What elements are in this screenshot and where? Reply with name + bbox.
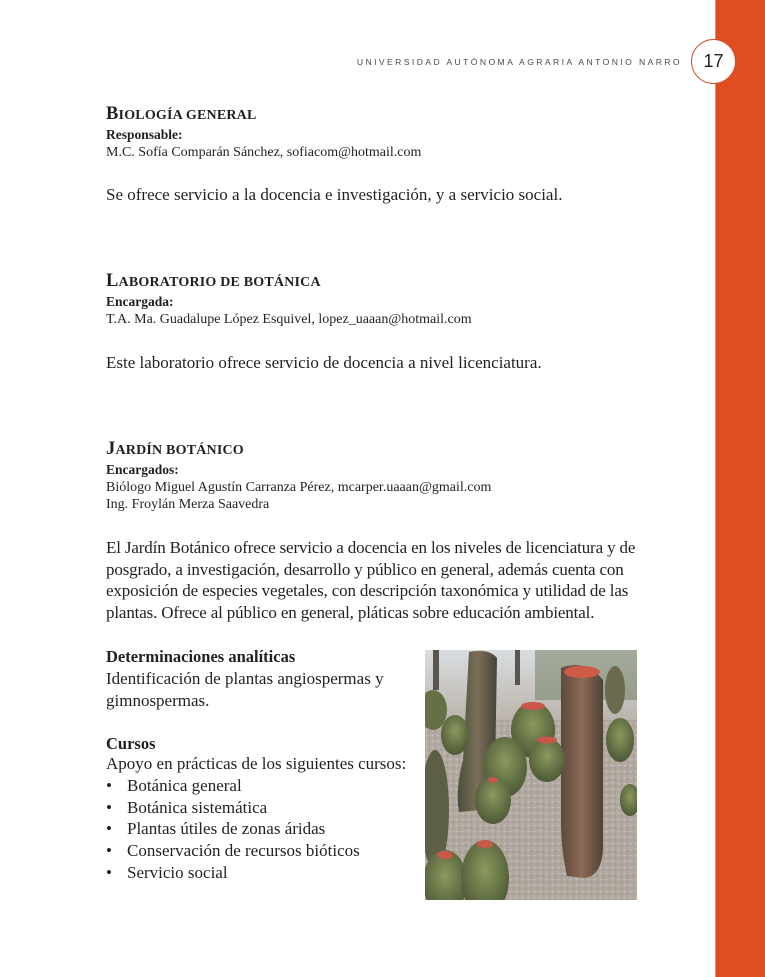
course-label: Plantas útiles de zonas áridas (127, 819, 326, 839)
course-item (106, 775, 360, 797)
section-title-jardin (106, 439, 244, 460)
description-line: exposición de especies vegetales, con descripción taxonómica y utilidad de las (106, 581, 629, 601)
person-contact: M.C. Sofía Comparán Sánchez, sofiacom@hotmail.com (106, 145, 422, 160)
description-line: plantas. Ofrece al público en general, pláticas sobre educación ambiental. (106, 603, 595, 623)
jardin-description (106, 537, 635, 624)
section-description: Se ofrece servicio a la docencia e investigación, y a servicio social. (106, 185, 563, 204)
section-title-biologia (106, 104, 257, 125)
page-number: 17 (703, 51, 724, 71)
determinaciones-heading: Determinaciones analíticas (106, 647, 296, 666)
role-label: Responsable: (106, 127, 183, 142)
course-item (106, 797, 360, 819)
course-item (106, 862, 360, 884)
cursos-intro: Apoyo en prácticas de los siguientes cursos: (106, 754, 407, 773)
title-initial: J (106, 439, 116, 459)
cactus-garden-photo (425, 650, 637, 900)
section-description: Este laboratorio ofrece servicio de docencia a nivel licenciatura. (106, 353, 542, 372)
section-title-laboratorio (106, 271, 321, 292)
page-number-badge (691, 39, 736, 84)
bullet-icon: • (106, 776, 112, 795)
person-contact: T.A. Ma. Guadalupe López Esquivel, lopez_uaaan@hotmail.com (106, 312, 472, 327)
course-label: Servicio social (127, 862, 228, 882)
title-rest: ARDÍN BOTÁNICO (115, 443, 244, 458)
role-label: Encargada: (106, 294, 174, 309)
course-list (106, 775, 360, 884)
bullet-icon: • (106, 841, 112, 861)
course-label: Botánica sistemática (127, 797, 268, 817)
title-rest: IOLOGÍA GENERAL (118, 108, 257, 123)
description-line: posgrado, a investigación, desarrollo y público en general, además cuenta con (106, 559, 624, 579)
course-item (106, 818, 360, 840)
person-contact: Ing. Froylán Merza Saavedra (106, 497, 270, 512)
course-label: Conservación de recursos bióticos (127, 841, 360, 861)
title-initial: L (106, 271, 119, 291)
role-label: Encargados: (106, 462, 179, 477)
title-initial: B (106, 104, 119, 124)
title-rest: ABORATORIO DE BOTÁNICA (118, 275, 321, 290)
orange-side-bar (715, 0, 765, 977)
person-contact: Biólogo Miguel Agustín Carranza Pérez, mcarper.uaaan@gmail.com (106, 480, 492, 495)
running-header: UNIVERSIDAD AUTÓNOMA AGRARIA ANTONIO NARRO (356, 57, 682, 67)
bullet-icon: • (106, 862, 112, 882)
determinaciones-text (106, 668, 384, 711)
cursos-heading: Cursos (106, 734, 156, 753)
bullet-icon: • (106, 819, 112, 839)
course-label: Botánica general (127, 776, 242, 795)
bullet-icon: • (106, 797, 112, 817)
determinaciones-line: Identificación de plantas angiospermas y (106, 669, 384, 688)
description-line: El Jardín Botánico ofrece servicio a docencia en los niveles de licenciatura y de (106, 538, 636, 557)
determinaciones-line: gimnospermas. (106, 690, 210, 710)
course-item (106, 840, 360, 862)
